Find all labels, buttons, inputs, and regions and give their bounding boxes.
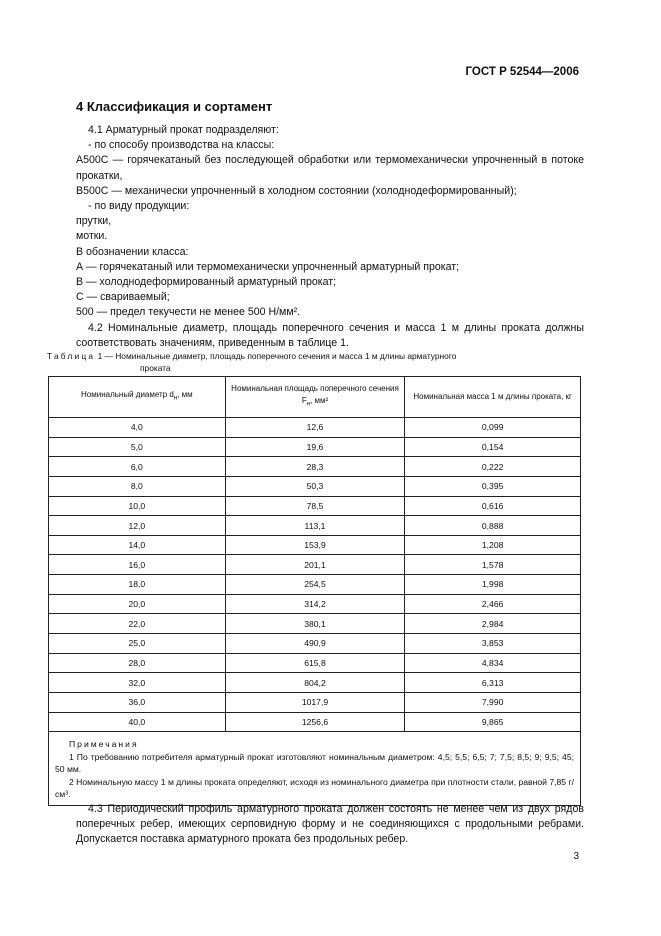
table-header-row <box>49 377 581 418</box>
table-cell: 6,0 <box>49 457 226 477</box>
column-header <box>49 377 226 418</box>
table-row <box>49 673 581 693</box>
table-row <box>49 575 581 595</box>
table-row <box>49 516 581 536</box>
table-row <box>49 437 581 457</box>
table-cell: 12,6 <box>225 418 405 438</box>
table-cell: 78,5 <box>225 496 405 516</box>
table-cell: 490,9 <box>225 634 405 654</box>
table-cell: 12,0 <box>49 516 226 536</box>
column-header <box>405 377 581 418</box>
table-cell: 615,8 <box>225 653 405 673</box>
table-caption <box>47 350 592 374</box>
table-row <box>49 594 581 614</box>
dimensions-table <box>48 376 581 806</box>
table-cell: 113,1 <box>225 516 405 536</box>
table-row <box>49 476 581 496</box>
table-cell: 19,6 <box>225 437 405 457</box>
table-cell: 40,0 <box>49 712 226 732</box>
column-header-subscript: н <box>173 395 178 402</box>
notes-title: Примечания <box>69 739 139 750</box>
paragraph-line: - по способу производства на классы: <box>88 139 275 152</box>
table-row <box>49 712 581 732</box>
clause-4-3-text: 4.3 Периодический профиль арматурного проката должен состоять не менее чем из двух рядов поперечных ребер, имеющих серповидную форму и не соединяющихся с продольными ребрами. Допускается поставка арматурного проката без продольных ребер. <box>76 803 584 846</box>
paragraph-line: 4.2 Номинальные диаметр, площадь поперечного сечения и масса 1 м длины проката должны соответствовать значениям, приведенным в таблице 1. <box>76 321 584 349</box>
column-header-unit: , мм <box>177 390 193 400</box>
table-cell: 7,990 <box>405 692 581 712</box>
table-cell: 16,0 <box>49 555 226 575</box>
table-cell: 8,0 <box>49 476 226 496</box>
column-header <box>225 377 405 418</box>
table-cell: 804,2 <box>225 673 405 693</box>
table-cell: 0,395 <box>405 476 581 496</box>
table-cell: 5,0 <box>49 437 226 457</box>
table-cell: 20,0 <box>49 594 226 614</box>
table-cell: 50,3 <box>225 476 405 496</box>
table-row <box>49 555 581 575</box>
table-caption-label: Таблица <box>47 351 96 361</box>
table-caption-text: 1 — Номинальные диаметр, площадь поперечного сечения и масса 1 м длины арматурного <box>95 351 457 361</box>
table-cell: 22,0 <box>49 614 226 634</box>
paragraph-line: А — горячекатаный или термомеханически упрочненный арматурный прокат; <box>76 260 460 273</box>
table-cell: 1,998 <box>405 575 581 595</box>
column-header-label: Номинальный диаметр d <box>81 390 174 400</box>
table-row <box>49 418 581 438</box>
table-notes <box>49 732 581 806</box>
table-cell: 1,208 <box>405 535 581 555</box>
table-row <box>49 535 581 555</box>
paragraph-line: мотки. <box>76 230 108 243</box>
table-caption-line2: проката <box>140 363 171 373</box>
table-cell: 2,466 <box>405 594 581 614</box>
table-row <box>49 653 581 673</box>
table-cell: 0,154 <box>405 437 581 457</box>
paragraph-line: С — свариваемый; <box>76 291 170 304</box>
paragraph-line: В500С — механически упрочненный в холодном состоянии (холоднодеформированный); <box>76 184 517 197</box>
table-cell: 314,2 <box>225 594 405 614</box>
table-cell: 153,9 <box>225 535 405 555</box>
table-row <box>49 496 581 516</box>
paragraph-line: прутки, <box>76 215 112 228</box>
table-cell: 0,099 <box>405 418 581 438</box>
table-cell: 4,0 <box>49 418 226 438</box>
paragraph-line: 4.1 Арматурный прокат подразделяют: <box>88 124 279 136</box>
table-row <box>49 634 581 654</box>
page-number: 3 <box>573 851 579 862</box>
table-row <box>49 457 581 477</box>
table-cell: 1017,9 <box>225 692 405 712</box>
table-cell: 36,0 <box>49 692 226 712</box>
table-cell: 0,616 <box>405 496 581 516</box>
column-header-unit: , мм² <box>310 396 329 406</box>
table-cell: 2,984 <box>405 614 581 634</box>
paragraph-line: - по виду продукции: <box>88 200 190 213</box>
table-cell: 6,313 <box>405 673 581 693</box>
note-item: 1 По требованию потребителя арматурный прокат изготовляют номинальным диаметром: 4,5; 5,5; 6,5; 7; 7,5; 8,5; 9; 9,5; 45; 50 мм. <box>55 751 574 775</box>
table-row <box>49 614 581 634</box>
paragraph-line: В — холоднодеформированный арматурный прокат; <box>76 276 337 289</box>
body-paragraphs <box>76 123 584 351</box>
paragraph-line: В обозначении класса: <box>76 245 189 258</box>
table-cell: 3,853 <box>405 634 581 654</box>
table-cell: 0,888 <box>405 516 581 536</box>
table-cell: 254,5 <box>225 575 405 595</box>
table-cell: 380,1 <box>225 614 405 634</box>
table-cell: 28,3 <box>225 457 405 477</box>
table-row <box>49 692 581 712</box>
column-header-subscript: н <box>306 401 311 408</box>
table-cell: 32,0 <box>49 673 226 693</box>
table-cell: 4,834 <box>405 653 581 673</box>
table-cell: 9,865 <box>405 712 581 732</box>
table-cell: 25,0 <box>49 634 226 654</box>
column-header-label: Номинальная масса 1 м длины проката, кг <box>413 392 572 401</box>
note-item: 2 Номинальную массу 1 м длины проката определяют, исходя из номинального диаметра при плотности стали, равной 7,85 г/см³. <box>55 776 574 800</box>
clause-4-3 <box>76 802 584 848</box>
paragraph-line: 500 — предел текучести не менее 500 Н/мм². <box>76 306 301 319</box>
table-cell: 14,0 <box>49 535 226 555</box>
document-header-id: ГОСТ Р 52544—2006 <box>465 66 579 78</box>
table-cell: 201,1 <box>225 555 405 575</box>
table-cell: 10,0 <box>49 496 226 516</box>
table-cell: 1,578 <box>405 555 581 575</box>
table-notes-row <box>49 732 581 806</box>
column-header-label: Номинальная площадь поперечного сечения F <box>231 384 399 406</box>
table-cell: 28,0 <box>49 653 226 673</box>
section-title: 4 Классификация и сортамент <box>76 99 273 114</box>
table-cell: 18,0 <box>49 575 226 595</box>
paragraph-line: А500С — горячекатаный без последующей обработки или термомеханически упрочненный в потоке прокатки, <box>76 154 584 182</box>
table-cell: 1256,6 <box>225 712 405 732</box>
table-cell: 0,222 <box>405 457 581 477</box>
